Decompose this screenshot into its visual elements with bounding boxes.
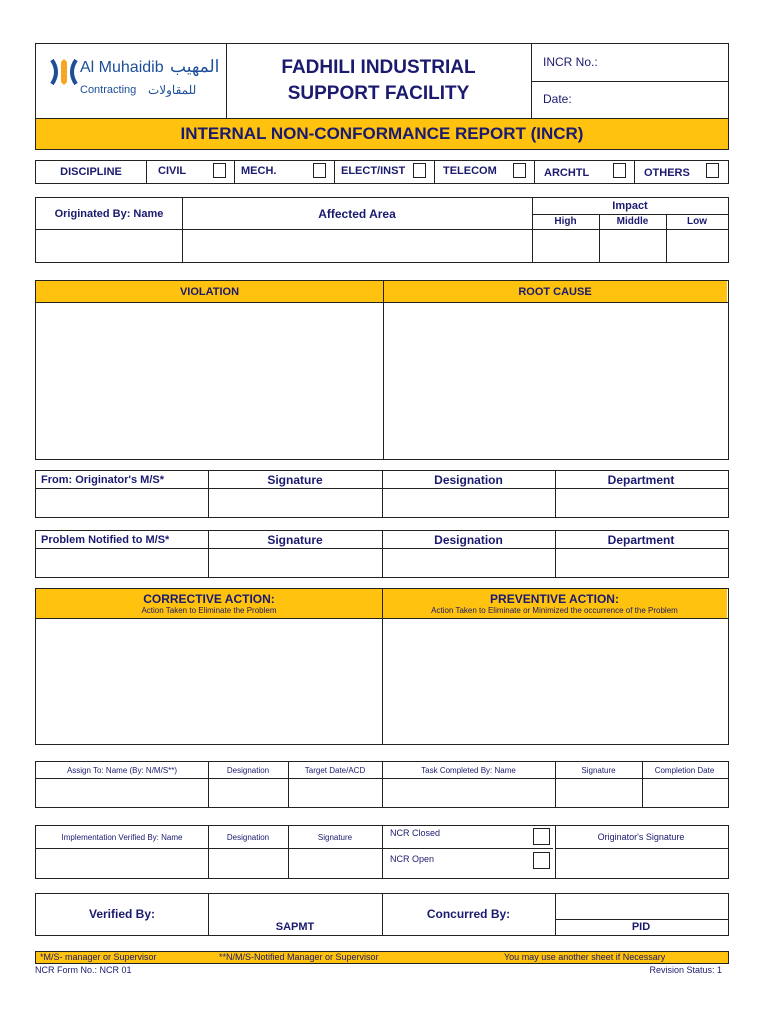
verified-designation-field[interactable] xyxy=(210,850,287,877)
preventive-action-subtitle: Action Taken to Eliminate or Minimized the occurrence of the Problem xyxy=(431,606,678,615)
assign-task-completed-label: Task Completed By: Name xyxy=(421,765,516,775)
discipline-telecom-label: TELECOM xyxy=(443,165,497,177)
assign-completion-date-label: Completion Date xyxy=(654,765,715,775)
originator-signature-field[interactable] xyxy=(557,850,727,877)
assign-signature-label: Signature xyxy=(581,765,616,775)
from-department-field[interactable] xyxy=(557,490,727,516)
logo-sub-english: Contracting xyxy=(80,84,137,96)
impact-high-field[interactable] xyxy=(534,231,598,261)
impact-low-label: Low xyxy=(687,216,707,227)
pid-signature-field[interactable] xyxy=(557,894,727,918)
impact-low-field[interactable] xyxy=(668,231,728,261)
discipline-elect-checkbox[interactable] xyxy=(413,163,426,178)
discipline-others-label: OTHERS xyxy=(644,167,690,179)
notified-department-label: Department xyxy=(607,532,675,547)
violation-rootcause-table xyxy=(35,280,729,460)
footer-note-sheet: You may use another sheet if Necessary xyxy=(504,952,666,962)
logo-english: Al Muhaidib xyxy=(80,59,164,76)
notified-designation-label: Designation xyxy=(434,532,503,547)
concurred-by-label: Concurred By: xyxy=(426,907,511,921)
impact-middle-label: Middle xyxy=(616,216,649,227)
sapmt-signature-field[interactable] xyxy=(210,894,381,918)
incr-no-label: INCR No.: xyxy=(543,55,598,69)
verified-signature-field[interactable] xyxy=(290,850,381,877)
discipline-archtl-checkbox[interactable] xyxy=(613,163,626,178)
verified-designation-label: Designation xyxy=(226,832,270,842)
notified-department-field[interactable] xyxy=(557,550,727,576)
logo-mark-icon xyxy=(50,56,78,88)
impact-high-label: High xyxy=(554,216,577,227)
assign-designation-field[interactable] xyxy=(210,780,287,806)
from-signature-label: Signature xyxy=(267,472,323,487)
from-department-label: Department xyxy=(607,472,675,487)
ncr-open-label: NCR Open xyxy=(390,854,435,864)
discipline-elect-label: ELECT/INST xyxy=(341,165,406,177)
approval-table xyxy=(35,893,729,936)
preventive-action-field[interactable] xyxy=(384,620,727,743)
corrective-action-field[interactable] xyxy=(36,620,381,743)
originator-name-field[interactable] xyxy=(36,231,181,261)
violation-field[interactable] xyxy=(36,304,382,458)
assign-completion-date-field[interactable] xyxy=(644,780,727,806)
originator-table xyxy=(35,470,729,518)
ncr-closed-label: NCR Closed xyxy=(390,828,441,838)
from-signature-field[interactable] xyxy=(210,490,381,516)
from-originator-field[interactable] xyxy=(36,490,207,516)
discipline-mech-checkbox[interactable] xyxy=(313,163,326,178)
originator-signature-label: Originator's Signature xyxy=(597,832,685,842)
assign-signature-field[interactable] xyxy=(557,780,641,806)
violation-label: VIOLATION xyxy=(179,285,240,298)
impact-label: Impact xyxy=(612,200,648,212)
assign-to-label: Assign To: Name (By: N/M/S**) xyxy=(66,765,178,775)
date-label: Date: xyxy=(543,92,572,106)
discipline-civil-checkbox[interactable] xyxy=(213,163,226,178)
verified-name-field[interactable] xyxy=(36,850,207,877)
origin-table xyxy=(35,197,729,263)
footer-note-ms: *M/S- manager or Supervisor xyxy=(40,952,157,962)
corrective-action-subtitle: Action Taken to Eliminate the Problem xyxy=(141,606,277,615)
report-title: INTERNAL NON-CONFORMANCE REPORT (INCR) xyxy=(35,118,729,150)
notified-table xyxy=(35,530,729,578)
discipline-label: DISCIPLINE xyxy=(60,165,122,178)
footer-notes xyxy=(35,951,729,964)
discipline-telecom-checkbox[interactable] xyxy=(513,163,526,178)
discipline-others-checkbox[interactable] xyxy=(706,163,719,178)
originated-by-label: Originated By: Name xyxy=(54,207,164,220)
footer-note-nms: **N/M/S-Notified Manager or Supervisor xyxy=(219,952,379,962)
revision-status: Revision Status: 1 xyxy=(649,965,722,975)
verified-signature-label: Signature xyxy=(317,832,353,842)
pid-label: PID xyxy=(631,921,651,933)
company-logo xyxy=(46,52,221,112)
ncr-open-checkbox[interactable] xyxy=(533,852,550,869)
notified-designation-field[interactable] xyxy=(384,550,554,576)
notified-label: Problem Notified to M/S* xyxy=(41,533,170,546)
sapmt-label: SAPMT xyxy=(275,921,315,933)
ncr-closed-checkbox[interactable] xyxy=(533,828,550,845)
verification-table xyxy=(35,825,729,879)
preventive-action-title: PREVENTIVE ACTION: xyxy=(490,592,619,606)
notified-name-field[interactable] xyxy=(36,550,207,576)
impact-middle-field[interactable] xyxy=(601,231,665,261)
form-number: NCR Form No.: NCR 01 xyxy=(35,965,132,975)
facility-name: FADHILI INDUSTRIAL SUPPORT FACILITY xyxy=(281,57,476,104)
from-designation-label: Designation xyxy=(434,472,503,487)
from-originator-label: From: Originator's M/S* xyxy=(41,473,165,486)
notified-signature-field[interactable] xyxy=(210,550,381,576)
root-cause-field[interactable] xyxy=(385,304,727,458)
verified-name-label: Implementation Verified By: Name xyxy=(61,832,183,842)
affected-area-field[interactable] xyxy=(184,231,531,261)
from-designation-field[interactable] xyxy=(384,490,554,516)
action-table xyxy=(35,588,729,745)
corrective-action-title: CORRECTIVE ACTION: xyxy=(143,592,275,606)
discipline-row xyxy=(35,160,729,184)
discipline-civil-label: CIVIL xyxy=(158,165,187,177)
assign-task-completed-field[interactable] xyxy=(384,780,554,806)
logo-arabic: المهيب xyxy=(170,57,220,76)
discipline-archtl-label: ARCHTL xyxy=(544,167,590,179)
assign-to-field[interactable] xyxy=(36,780,207,806)
assign-table xyxy=(35,761,729,808)
header-block xyxy=(35,43,729,119)
root-cause-label: ROOT CAUSE xyxy=(518,285,592,298)
assign-designation-label: Designation xyxy=(226,765,270,775)
logo-sub-arabic: للمقاولات xyxy=(148,83,197,97)
assign-target-date-field[interactable] xyxy=(290,780,381,806)
affected-area-label: Affected Area xyxy=(318,206,396,221)
notified-signature-label: Signature xyxy=(267,532,323,547)
assign-target-date-label: Target Date/ACD xyxy=(304,765,366,775)
verified-by-label: Verified By: xyxy=(88,907,156,921)
discipline-mech-label: MECH. xyxy=(241,165,277,177)
